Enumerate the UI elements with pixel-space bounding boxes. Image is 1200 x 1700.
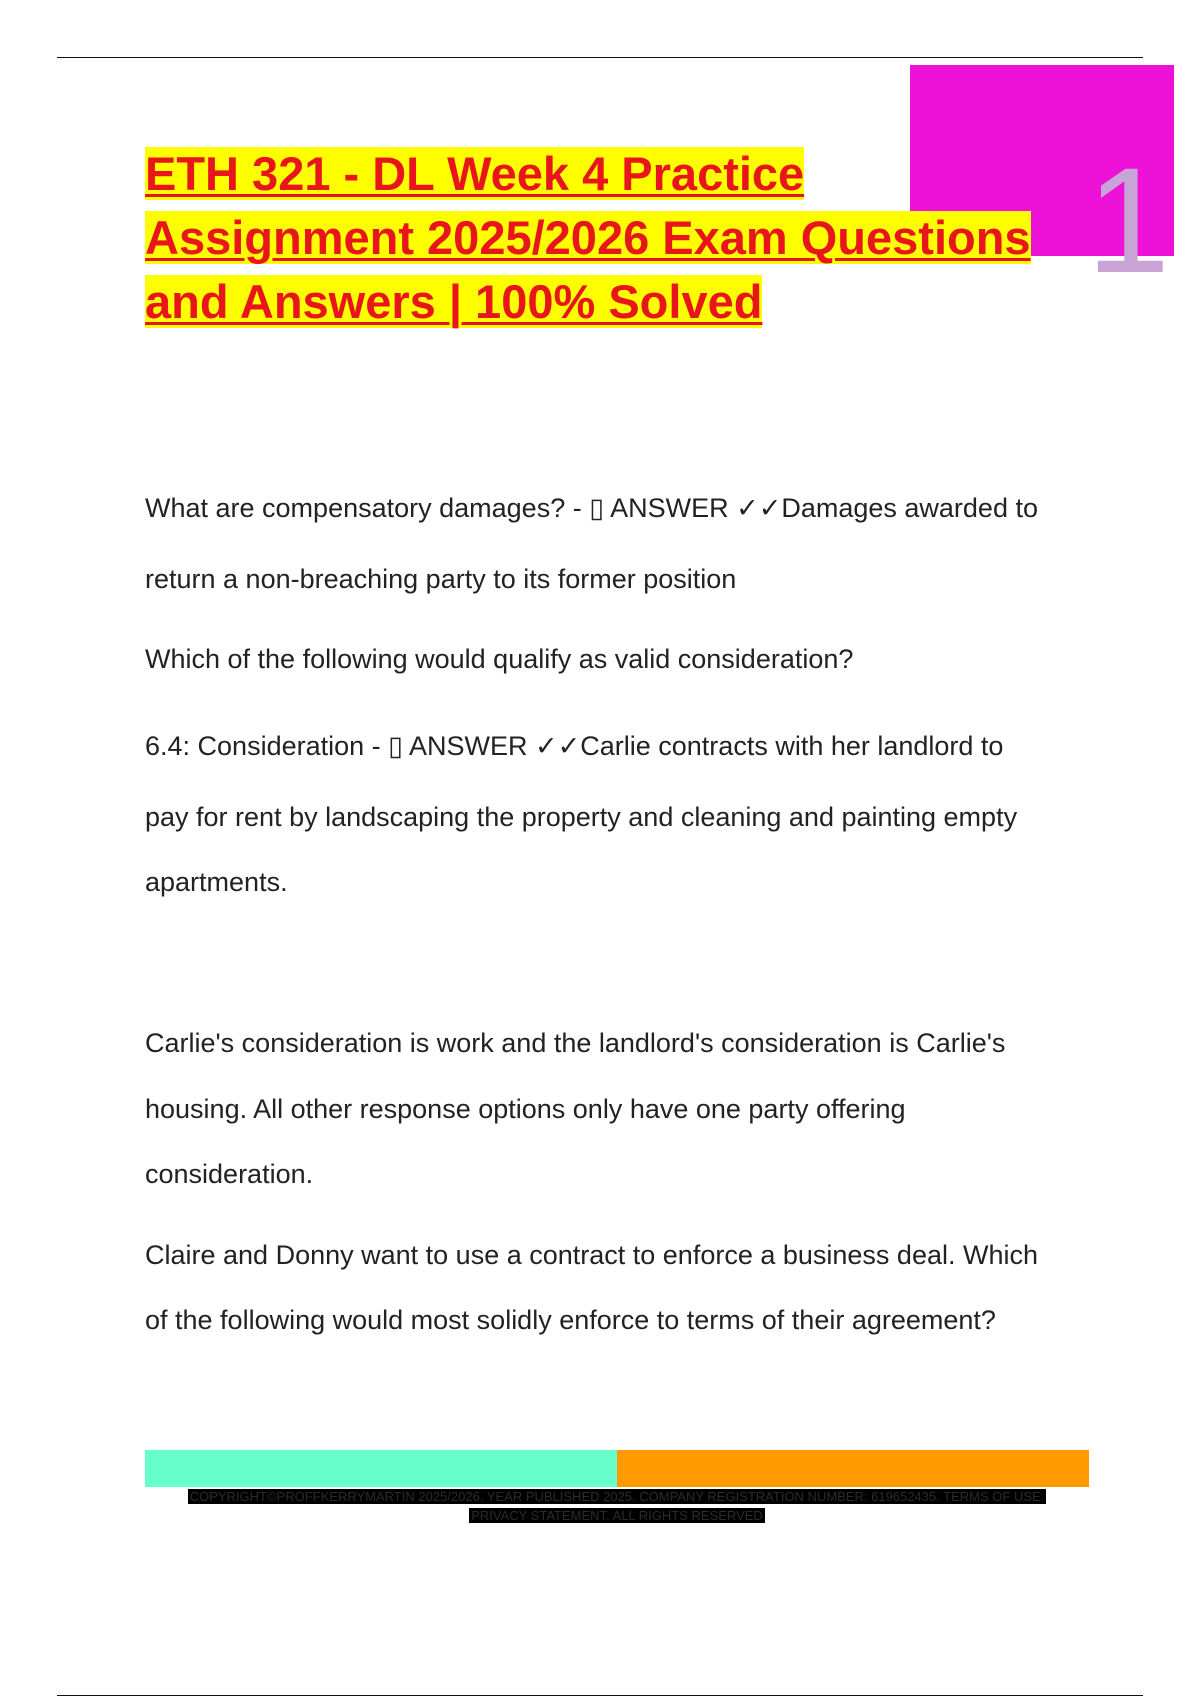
title-line-3: and Answers | 100% Solved <box>145 275 763 328</box>
explanation-line-2: housing. All other response options only have one party offering <box>145 1094 906 1124</box>
question-2-answer-line-3: apartments. <box>145 867 288 897</box>
question-2-answer-line-1: 6.4: Consideration - ▯ ANSWER ✓✓Carlie contracts with her landlord to <box>145 731 1004 761</box>
bottom-rule <box>57 1695 1143 1696</box>
footer-bar-orange <box>617 1450 1089 1487</box>
question-2-answer-line-2: pay for rent by landscaping the property and cleaning and painting empty <box>145 802 1018 832</box>
question-1-line-2: return a non-breaching party to its former position <box>145 564 737 594</box>
document-title <box>145 142 1085 334</box>
title-line-1: ETH 321 - DL Week 4 Practice <box>145 147 805 200</box>
question-2-prompt: Which of the following would qualify as valid consideration? <box>145 644 854 674</box>
explanation-line-3: consideration. <box>145 1159 314 1189</box>
explanation-line-1: Carlie's consideration is work and the landlord's consideration is Carlie's <box>145 1028 1006 1058</box>
title-line-2: Assignment 2025/2026 Exam Questions <box>145 211 1031 264</box>
top-rule <box>57 57 1143 58</box>
footer-bar-teal <box>145 1450 617 1487</box>
copyright-notice <box>145 1487 1089 1525</box>
question-3-line-1: Claire and Donny want to use a contract to enforce a business deal. Which <box>145 1240 1038 1270</box>
page-number: 1 <box>1086 136 1170 304</box>
question-3-line-2: of the following would most solidly enforce to terms of their agreement? <box>145 1305 996 1335</box>
question-1-line-1: What are compensatory damages? - ▯ ANSWER ✓✓Damages awarded to <box>145 493 1038 523</box>
copyright-line-1: COPYRIGHT©PROFFKERRYMARTIN 2025/2026. YEAR PUBLISHED 2025. COMPANY REGISTRATION NUMBER: 619652435. TERMS OF USE. <box>189 1489 1045 1504</box>
copyright-line-2: PRIVACY STATEMENT. ALL RIGHTS RESERVED <box>471 1508 763 1523</box>
